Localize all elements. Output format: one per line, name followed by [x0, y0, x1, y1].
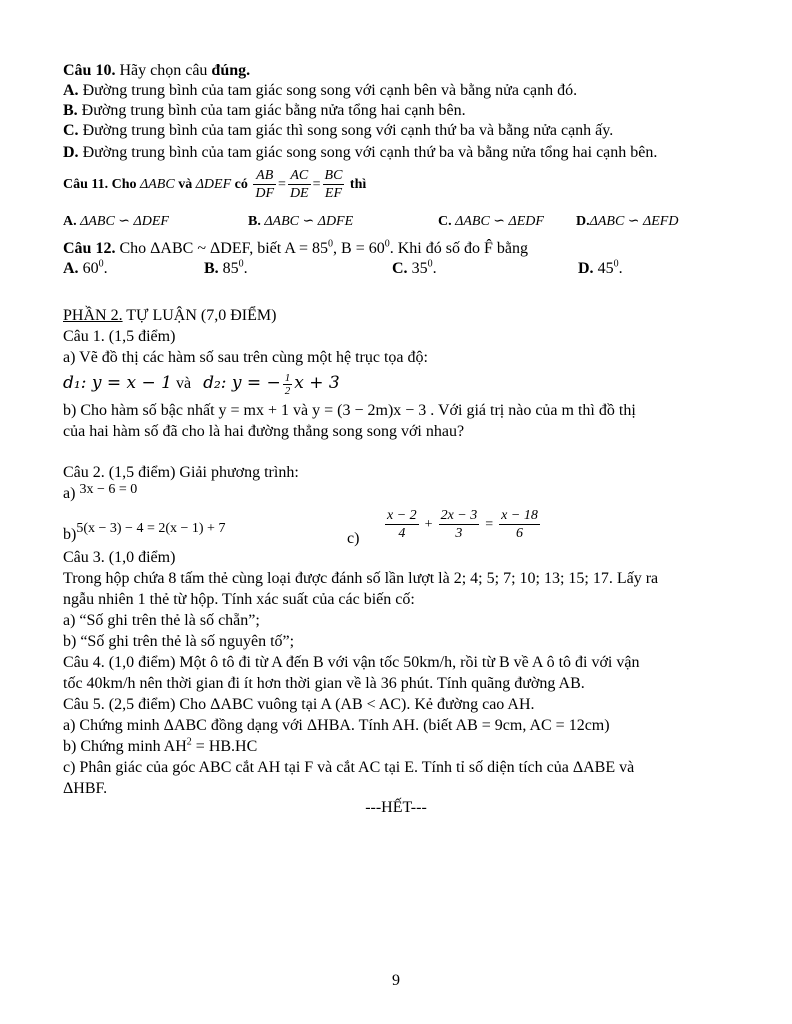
- option-key: D.: [63, 144, 79, 161]
- option-value: 85: [218, 260, 239, 277]
- equals-sign: =: [485, 517, 494, 532]
- option-text: ΔABC ∽ ΔDFE: [264, 214, 354, 229]
- c2-b-label: b): [63, 526, 77, 543]
- numerator: AB: [253, 167, 276, 185]
- q10-prompt-bold: đúng.: [211, 62, 251, 79]
- c5-b: [63, 737, 257, 757]
- page-number: 9: [392, 972, 400, 989]
- d1-equation: d₁: y = x − 1: [63, 373, 172, 393]
- c2-a-equation: 3x − 6 = 0: [79, 482, 138, 497]
- numerator: AC: [288, 167, 311, 185]
- c4-line2: tốc 40km/h nên thời gian đi ít hơn thời gian về là 36 phút. Tính quãng đường AB.: [63, 675, 585, 692]
- option-text: ΔABC ∽ ΔEDF: [455, 214, 544, 229]
- c3-a: a) “Số ghi trên thẻ là số chẵn”;: [63, 612, 260, 629]
- q11-option-d: [576, 212, 678, 232]
- c1-a: a) Vẽ đồ thị các hàm số sau trên cùng một hệ trục tọa độ:: [63, 349, 428, 366]
- degree: 0: [384, 238, 390, 250]
- q12-angle-a: A = 85: [284, 240, 329, 257]
- degree: 0: [238, 258, 244, 270]
- q11-triangle-2: ΔDEF: [195, 177, 232, 192]
- option-dot: .: [618, 260, 623, 277]
- c1-title: Câu 1. (1,5 điểm): [63, 328, 176, 345]
- option-text: Đường trung bình của tam giác song song với cạnh thứ ba và bằng nửa tổng hai cạnh bên.: [78, 144, 658, 161]
- q12-option-d: [578, 259, 623, 279]
- option-key: A.: [63, 214, 77, 229]
- c3-line2: ngẫu nhiên 1 thẻ từ hộp. Tính xác suất của các biến cố:: [63, 591, 415, 608]
- c2-a-label: a): [63, 485, 76, 502]
- option-text: ΔABC ∽ ΔDEF: [80, 214, 169, 229]
- end-mark: ---HẾT---: [365, 799, 427, 816]
- denominator: 3: [455, 525, 463, 541]
- part2-heading: [63, 306, 276, 326]
- denominator: 4: [398, 525, 406, 541]
- q11-thi: thì: [349, 177, 367, 192]
- c5-c-line2: ΔHBF.: [63, 780, 108, 797]
- c2-b: [63, 521, 226, 546]
- d2-equation-pre: d₂: y = −: [203, 373, 281, 393]
- and-text: và: [171, 375, 196, 392]
- numerator: x − 2: [387, 507, 417, 523]
- c3-line1: Trong hộp chứa 8 tấm thẻ cùng loại được đánh số lần lượt là 2; 4; 5; 7; 10; 13; 15; 17. Lấy ra: [63, 570, 659, 587]
- degree: 0: [328, 238, 334, 250]
- c5-line1: Câu 5. (2,5 điểm) Cho ΔABC vuông tại A (AB < AC). Kẻ đường cao AH.: [63, 696, 535, 713]
- q11-co: có: [234, 177, 248, 192]
- option-text: ΔABC ∽ ΔEFD: [589, 214, 679, 229]
- q11-option-b: [248, 212, 353, 232]
- q12-mid: , biết: [249, 240, 285, 257]
- q10-prompt: [63, 61, 250, 81]
- c4-line1: Câu 4. (1,0 điểm) Một ô tô đi từ A đến B với vận tốc 50km/h, rồi từ B về A ô tô đi với vận: [63, 654, 640, 671]
- denominator: DE: [289, 186, 309, 202]
- q12-title: Câu 12.: [63, 240, 116, 257]
- c2-a: [63, 484, 137, 505]
- c5-b-post: = HB.HC: [191, 738, 258, 755]
- q10-option-b: [63, 101, 466, 121]
- denominator: 2: [284, 384, 291, 397]
- option-dot: .: [243, 260, 248, 277]
- q10-option-c: [63, 121, 613, 141]
- option-key: B.: [204, 260, 219, 277]
- c2-c-fraction-1: [385, 507, 419, 542]
- part2-heading-label: PHẦN 2.: [63, 307, 123, 324]
- option-dot: .: [432, 260, 437, 277]
- q10-title: Câu 10.: [63, 62, 116, 79]
- q10-prompt-text: Hãy chọn câu: [115, 62, 212, 79]
- c5-a: a) Chứng minh ΔABC đồng dạng với ΔHBA. Tính AH. (biết AB = 9cm, AC = 12cm): [63, 717, 610, 734]
- q12-pre: Cho: [115, 240, 151, 257]
- degree: 0: [613, 258, 619, 270]
- c1-b-line1: b) Cho hàm số bậc nhất y = mx + 1 và y = (3 − 2m)x − 3 . Với giá trị nào của m thì đồ thị: [63, 402, 636, 419]
- c2-c-equation: [383, 504, 542, 545]
- option-key: C.: [392, 260, 408, 277]
- option-key: B.: [63, 102, 78, 119]
- q11-fraction-3: [323, 167, 345, 202]
- q12-end: bằng: [492, 240, 528, 257]
- q12-angle-f: F̂: [483, 240, 493, 257]
- option-value: 35: [407, 260, 428, 277]
- option-value: 45: [593, 260, 614, 277]
- option-value: 60: [78, 260, 99, 277]
- c1-equations: [63, 369, 340, 398]
- degree: 0: [427, 258, 433, 270]
- option-text: Đường trung bình của tam giác thì song song với cạnh thứ ba và bằng nửa cạnh ấy.: [78, 122, 614, 139]
- c3-title: Câu 3. (1,0 điểm): [63, 549, 176, 566]
- option-key: D.: [578, 260, 594, 277]
- q10-option-a: [63, 81, 577, 101]
- q12-post: . Khi đó số đo: [389, 240, 484, 257]
- c2-c-label: c): [347, 530, 360, 547]
- denominator: DF: [255, 186, 275, 202]
- q11-fraction-1: [253, 167, 276, 202]
- c3-b: b) “Số ghi trên thẻ là số nguyên tố”;: [63, 633, 295, 650]
- q12-option-c: [392, 259, 437, 279]
- q12-prompt: Câu 12. Cho ΔABC ~ ΔDEF, biết $A = 85^0$, $B = 60^0$. Khi đó số đo F̂ bằng: [63, 238, 528, 257]
- degree: 0: [98, 258, 104, 270]
- part2-heading-text: TỰ LUẬN (7,0 ĐIỂM): [122, 307, 277, 324]
- option-key: A.: [63, 260, 79, 277]
- c2-c-fraction-3: [499, 507, 540, 542]
- numerator: 1: [284, 371, 291, 384]
- d2-equation-post: x + 3: [294, 373, 340, 393]
- c1-b-line2: của hai hàm số đã cho là hai đường thẳng song song với nhau?: [63, 423, 465, 440]
- q11-option-a: [63, 212, 169, 232]
- exponent: 2: [186, 736, 192, 748]
- plus-sign: +: [424, 517, 433, 532]
- option-key: C.: [63, 122, 79, 139]
- denominator: EF: [324, 186, 343, 202]
- c5-c-line1: c) Phân giác của góc ABC cắt AH tại F và cắt AC tại E. Tính tỉ số diện tích của ΔABE và: [63, 759, 635, 776]
- option-dot: .: [103, 260, 108, 277]
- denominator: 6: [515, 525, 523, 541]
- option-text: Đường trung bình của tam giác song song với cạnh bên và bằng nửa cạnh đó.: [78, 82, 578, 99]
- c2-c-fraction-2: [439, 507, 480, 542]
- option-key: B.: [248, 214, 261, 229]
- c2-title: Câu 2. (1,5 điểm) Giải phương trình:: [63, 464, 299, 481]
- q11-option-c: [438, 212, 544, 232]
- option-key: A.: [63, 82, 79, 99]
- q10-option-d: [63, 143, 657, 163]
- q12-option-b: [204, 259, 248, 279]
- option-key: C.: [438, 214, 452, 229]
- numerator: 2x − 3: [440, 507, 478, 523]
- numerator: BC: [324, 168, 343, 184]
- q12-angle-b: B = 60: [341, 240, 385, 257]
- q12-option-a: [63, 259, 108, 279]
- option-text: Đường trung bình của tam giác bằng nửa tổng hai cạnh bên.: [77, 102, 466, 119]
- q11-and: và: [178, 177, 193, 192]
- d2-fraction: [283, 372, 293, 397]
- c2-b-equation: 5(x − 3) − 4 = 2(x − 1) + 7: [76, 521, 226, 536]
- q11-title: Câu 11. Cho: [63, 177, 137, 192]
- q11-prompt: Câu 11. Cho ΔABC và ΔDEF có $\frac{AB}{DF}$ = $\frac{AC}{DE}$ = $\frac{BC}{EF}$ thì: [63, 168, 367, 202]
- c5-b-pre: b) Chứng minh AH: [63, 738, 187, 755]
- numerator: x − 18: [501, 507, 538, 523]
- q12-similarity: ΔABC ~ ΔDEF: [150, 240, 250, 257]
- q11-fraction-2: [288, 167, 311, 202]
- option-key: D.: [576, 214, 590, 229]
- q11-triangle-1: ΔABC: [140, 177, 175, 192]
